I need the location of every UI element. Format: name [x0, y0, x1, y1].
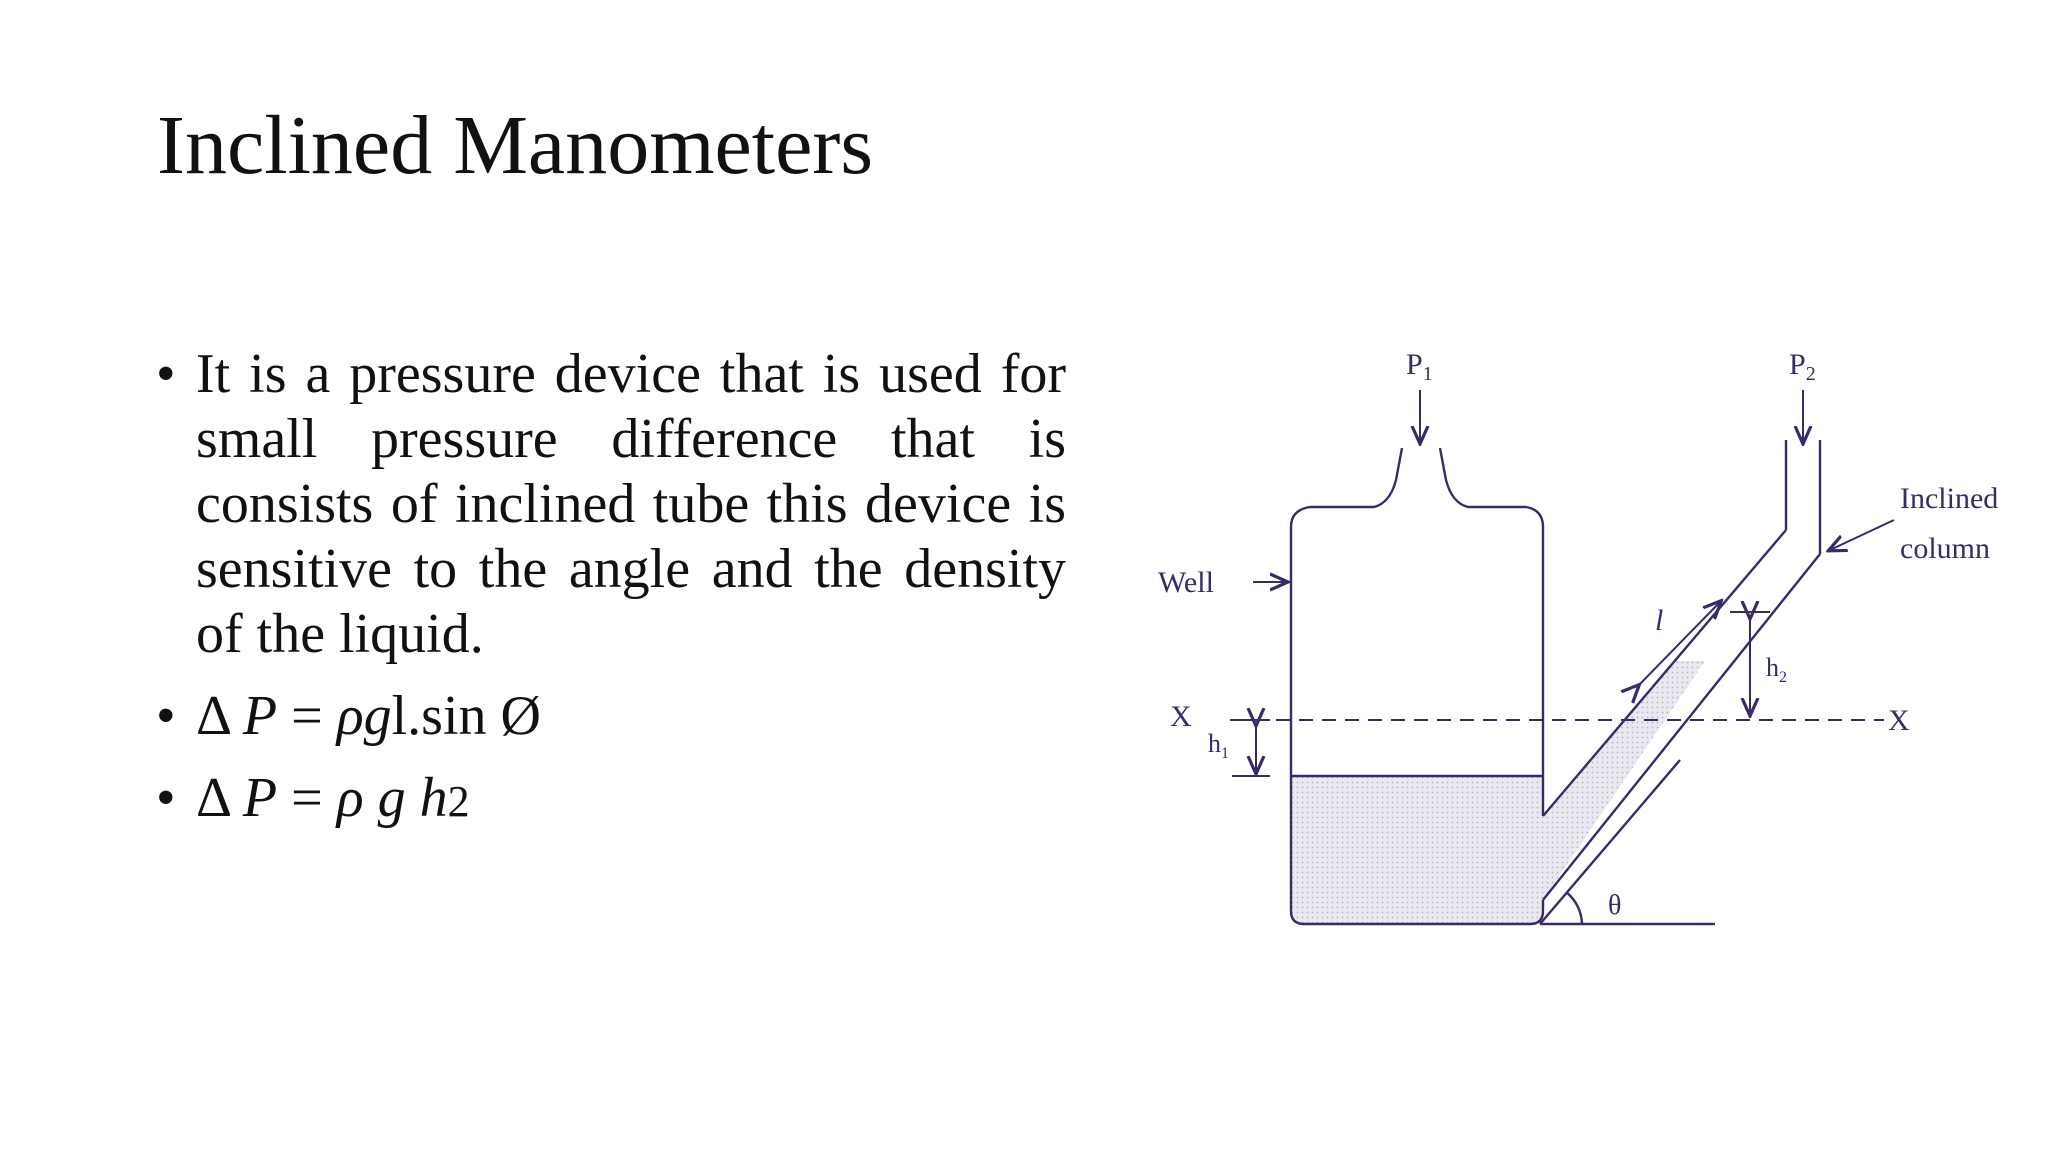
inclined-column-arrow	[1830, 520, 1894, 550]
formula-h: h	[419, 767, 448, 829]
inclined-tube-lower	[1543, 554, 1820, 900]
h1-label-subscript: 1	[1221, 745, 1229, 762]
p2-label-text: P	[1789, 348, 1806, 381]
x-left-label: X	[1170, 700, 1192, 733]
theta-label: θ	[1608, 890, 1622, 921]
bullet-icon: •	[156, 685, 176, 747]
formula-rho: ρ	[336, 767, 364, 829]
p2-label-subscript: 2	[1805, 363, 1816, 385]
formula-equals: =	[277, 767, 337, 829]
bullet-list	[150, 342, 1070, 834]
formula-delta: Δ	[196, 685, 243, 747]
formula-p: P	[242, 767, 278, 829]
slide-title: Inclined Manometers	[157, 99, 874, 192]
h2-label	[1766, 653, 1787, 686]
formula-g: g	[377, 767, 406, 829]
manometer-diagram	[1150, 330, 2010, 950]
p2-label	[1789, 348, 1816, 385]
inclined-label-line-2: column	[1900, 532, 1990, 565]
angle-arc	[1566, 892, 1582, 924]
manometer-svg	[1150, 330, 2010, 950]
bullet-item-description	[150, 342, 1070, 667]
inclined-label-line-1: Inclined	[1900, 482, 1999, 515]
p1-label	[1406, 348, 1433, 385]
bullet-icon: •	[156, 767, 176, 829]
h2-label-text: h	[1766, 653, 1779, 682]
formula-h-subscript: 2	[447, 777, 470, 826]
l-label: l	[1655, 604, 1664, 637]
formula-rho: ρ	[336, 685, 364, 747]
formula-rest: l.sin Ø	[391, 685, 541, 747]
h1-label-text: h	[1208, 729, 1221, 758]
formula-equals: =	[277, 685, 337, 747]
bullet-item-formula-1	[150, 684, 1070, 749]
formula-g: g	[363, 685, 392, 747]
bullet-item-formula-2	[150, 766, 1070, 834]
formula-delta: Δ	[196, 767, 243, 829]
h1-label	[1208, 729, 1229, 762]
x-right-label: X	[1888, 704, 1910, 737]
well-label: Well	[1158, 566, 1214, 599]
formula-p: P	[242, 685, 278, 747]
bullet-text: It is a pressure device that is used for small pressure difference that is consists of inclined tube this device is sensitive to the angle and the density of the liquid.	[196, 343, 1066, 665]
h2-label-subscript: 2	[1779, 669, 1787, 686]
p1-label-text: P	[1406, 348, 1423, 381]
well-liquid	[1291, 661, 1705, 924]
bullet-icon: •	[156, 343, 176, 405]
p1-label-subscript: 1	[1422, 363, 1433, 385]
